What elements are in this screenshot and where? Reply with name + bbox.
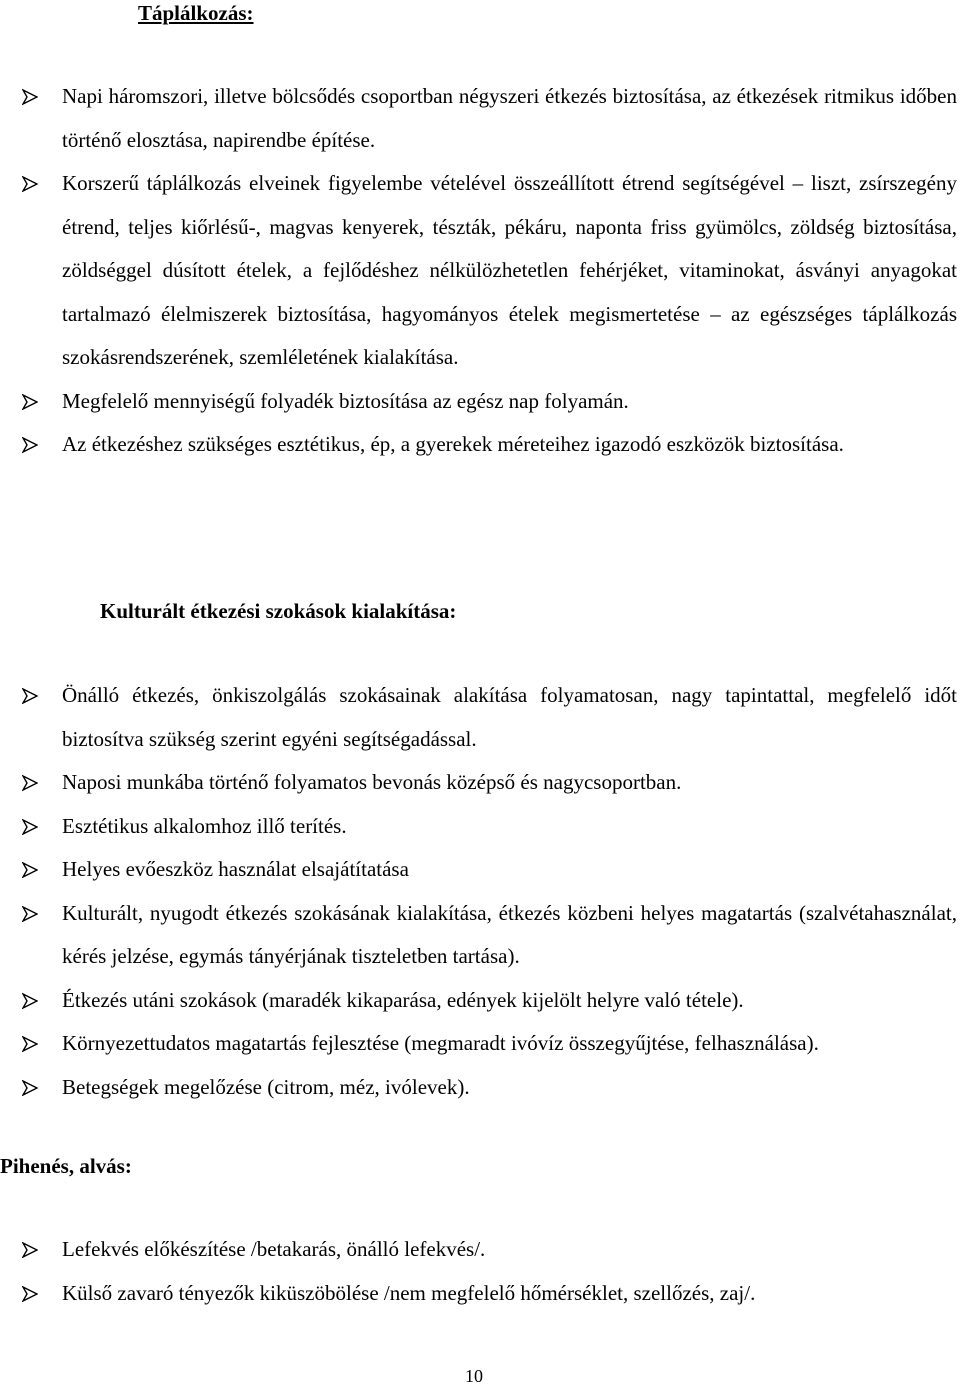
list-item-text: Megfelelő mennyiségű folyadék biztosítása az egész nap folyamán.	[62, 388, 629, 413]
list-item	[0, 805, 960, 849]
arrowhead-bullet-icon	[22, 906, 38, 922]
arrowhead-bullet-icon	[22, 1286, 38, 1302]
list-item	[0, 162, 960, 380]
list-item-text: Önálló étkezés, önkiszolgálás szokásainak alakítása folyamatosan, nagy tapintattal, megfelelő időt biztosítva szükség szerint egyéni segítségadással.	[62, 683, 957, 751]
list-item	[0, 1228, 960, 1272]
list-item	[0, 423, 960, 467]
list-kulturalt	[0, 674, 960, 1109]
list-item	[0, 380, 960, 424]
list-item-text: Étkezés utáni szokások (maradék kikaparása, edények kijelölt helyre való tétele).	[62, 987, 744, 1012]
list-item	[0, 1272, 960, 1316]
arrowhead-bullet-icon	[22, 1080, 38, 1096]
arrowhead-bullet-icon	[22, 1242, 38, 1258]
list-item	[0, 979, 960, 1023]
list-item	[0, 761, 960, 805]
list-item-text: Helyes evőeszköz használat elsajátítatása	[62, 857, 409, 881]
list-item-text: Környezettudatos magatartás fejlesztése (megmaradt ivóvíz összegyűjtése, felhasználása).	[62, 1031, 819, 1055]
list-item-text: Naposi munkába történő folyamatos bevonás középső és nagycsoportban.	[62, 770, 682, 794]
section-title-kulturalt: Kulturált étkezési szokások kialakítása:	[100, 599, 457, 623]
list-item	[0, 1022, 960, 1066]
list-item-text: Külső zavaró tényezők kiküszöbölése /nem megfelelő hőmérséklet, szellőzés, zaj/.	[62, 1280, 756, 1305]
arrowhead-bullet-icon	[22, 176, 38, 192]
arrowhead-bullet-icon	[22, 819, 38, 835]
list-pihenes	[0, 1228, 960, 1315]
list-item	[0, 75, 960, 162]
list-item-text: Az étkezéshez szükséges esztétikus, ép, a gyerekek méreteihez igazodó eszközök biztosítása.	[62, 432, 844, 456]
list-item-text: Betegségek megelőzése (citrom, méz, ivólevek).	[62, 1074, 470, 1099]
list-item-text: Korszerű táplálkozás elveinek figyelembe vételével összeállított étrend segítségével – liszt, zsírszegény étrend, teljes kiőrlésű-, magvas kenyerek, tészták, pékáru, naponta friss gyümölcs, zöldség biztosítása, zöldséggel dúsított ételek, a fejlődéshez nélkülözhetetlen fehérjéket, vitaminokat, ásványi anyagokat tartalmazó élelmiszerek biztosítása, hagyományos ételek megismertetése – az egészséges táplálkozás szokásrendszerének, szemléletének kialakítása.	[62, 171, 957, 369]
list-item	[0, 1066, 960, 1110]
list-taplalkozas	[0, 75, 960, 467]
page-number: 10	[465, 1366, 483, 1386]
arrowhead-bullet-icon	[22, 688, 38, 704]
list-item-text: Napi háromszori, illetve bölcsődés csoportban négyszeri étkezés biztosítása, az étkezések ritmikus időben történő elosztása, napirendbe építése.	[62, 84, 957, 152]
list-item-text: Esztétikus alkalomhoz illő terítés.	[62, 813, 347, 838]
arrowhead-bullet-icon	[22, 437, 38, 453]
list-item-text: Lefekvés előkészítése /betakarás, önálló lefekvés/.	[62, 1237, 486, 1261]
arrowhead-bullet-icon	[22, 993, 38, 1009]
list-item	[0, 892, 960, 979]
arrowhead-bullet-icon	[22, 775, 38, 791]
arrowhead-bullet-icon	[22, 394, 38, 410]
list-item	[0, 674, 960, 761]
section-title-taplalkozas: Táplálkozás:	[138, 1, 254, 25]
arrowhead-bullet-icon	[22, 1036, 38, 1052]
arrowhead-bullet-icon	[22, 89, 38, 105]
list-item-text: Kulturált, nyugodt étkezés szokásának kialakítása, étkezés közbeni helyes magatartás (szalvétahasználat, kérés jelzése, egymás tányérjának tiszteletben tartása).	[62, 900, 957, 968]
arrowhead-bullet-icon	[22, 862, 38, 878]
list-item	[0, 848, 960, 892]
section-title-pihenes: Pihenés, alvás:	[0, 1154, 132, 1178]
